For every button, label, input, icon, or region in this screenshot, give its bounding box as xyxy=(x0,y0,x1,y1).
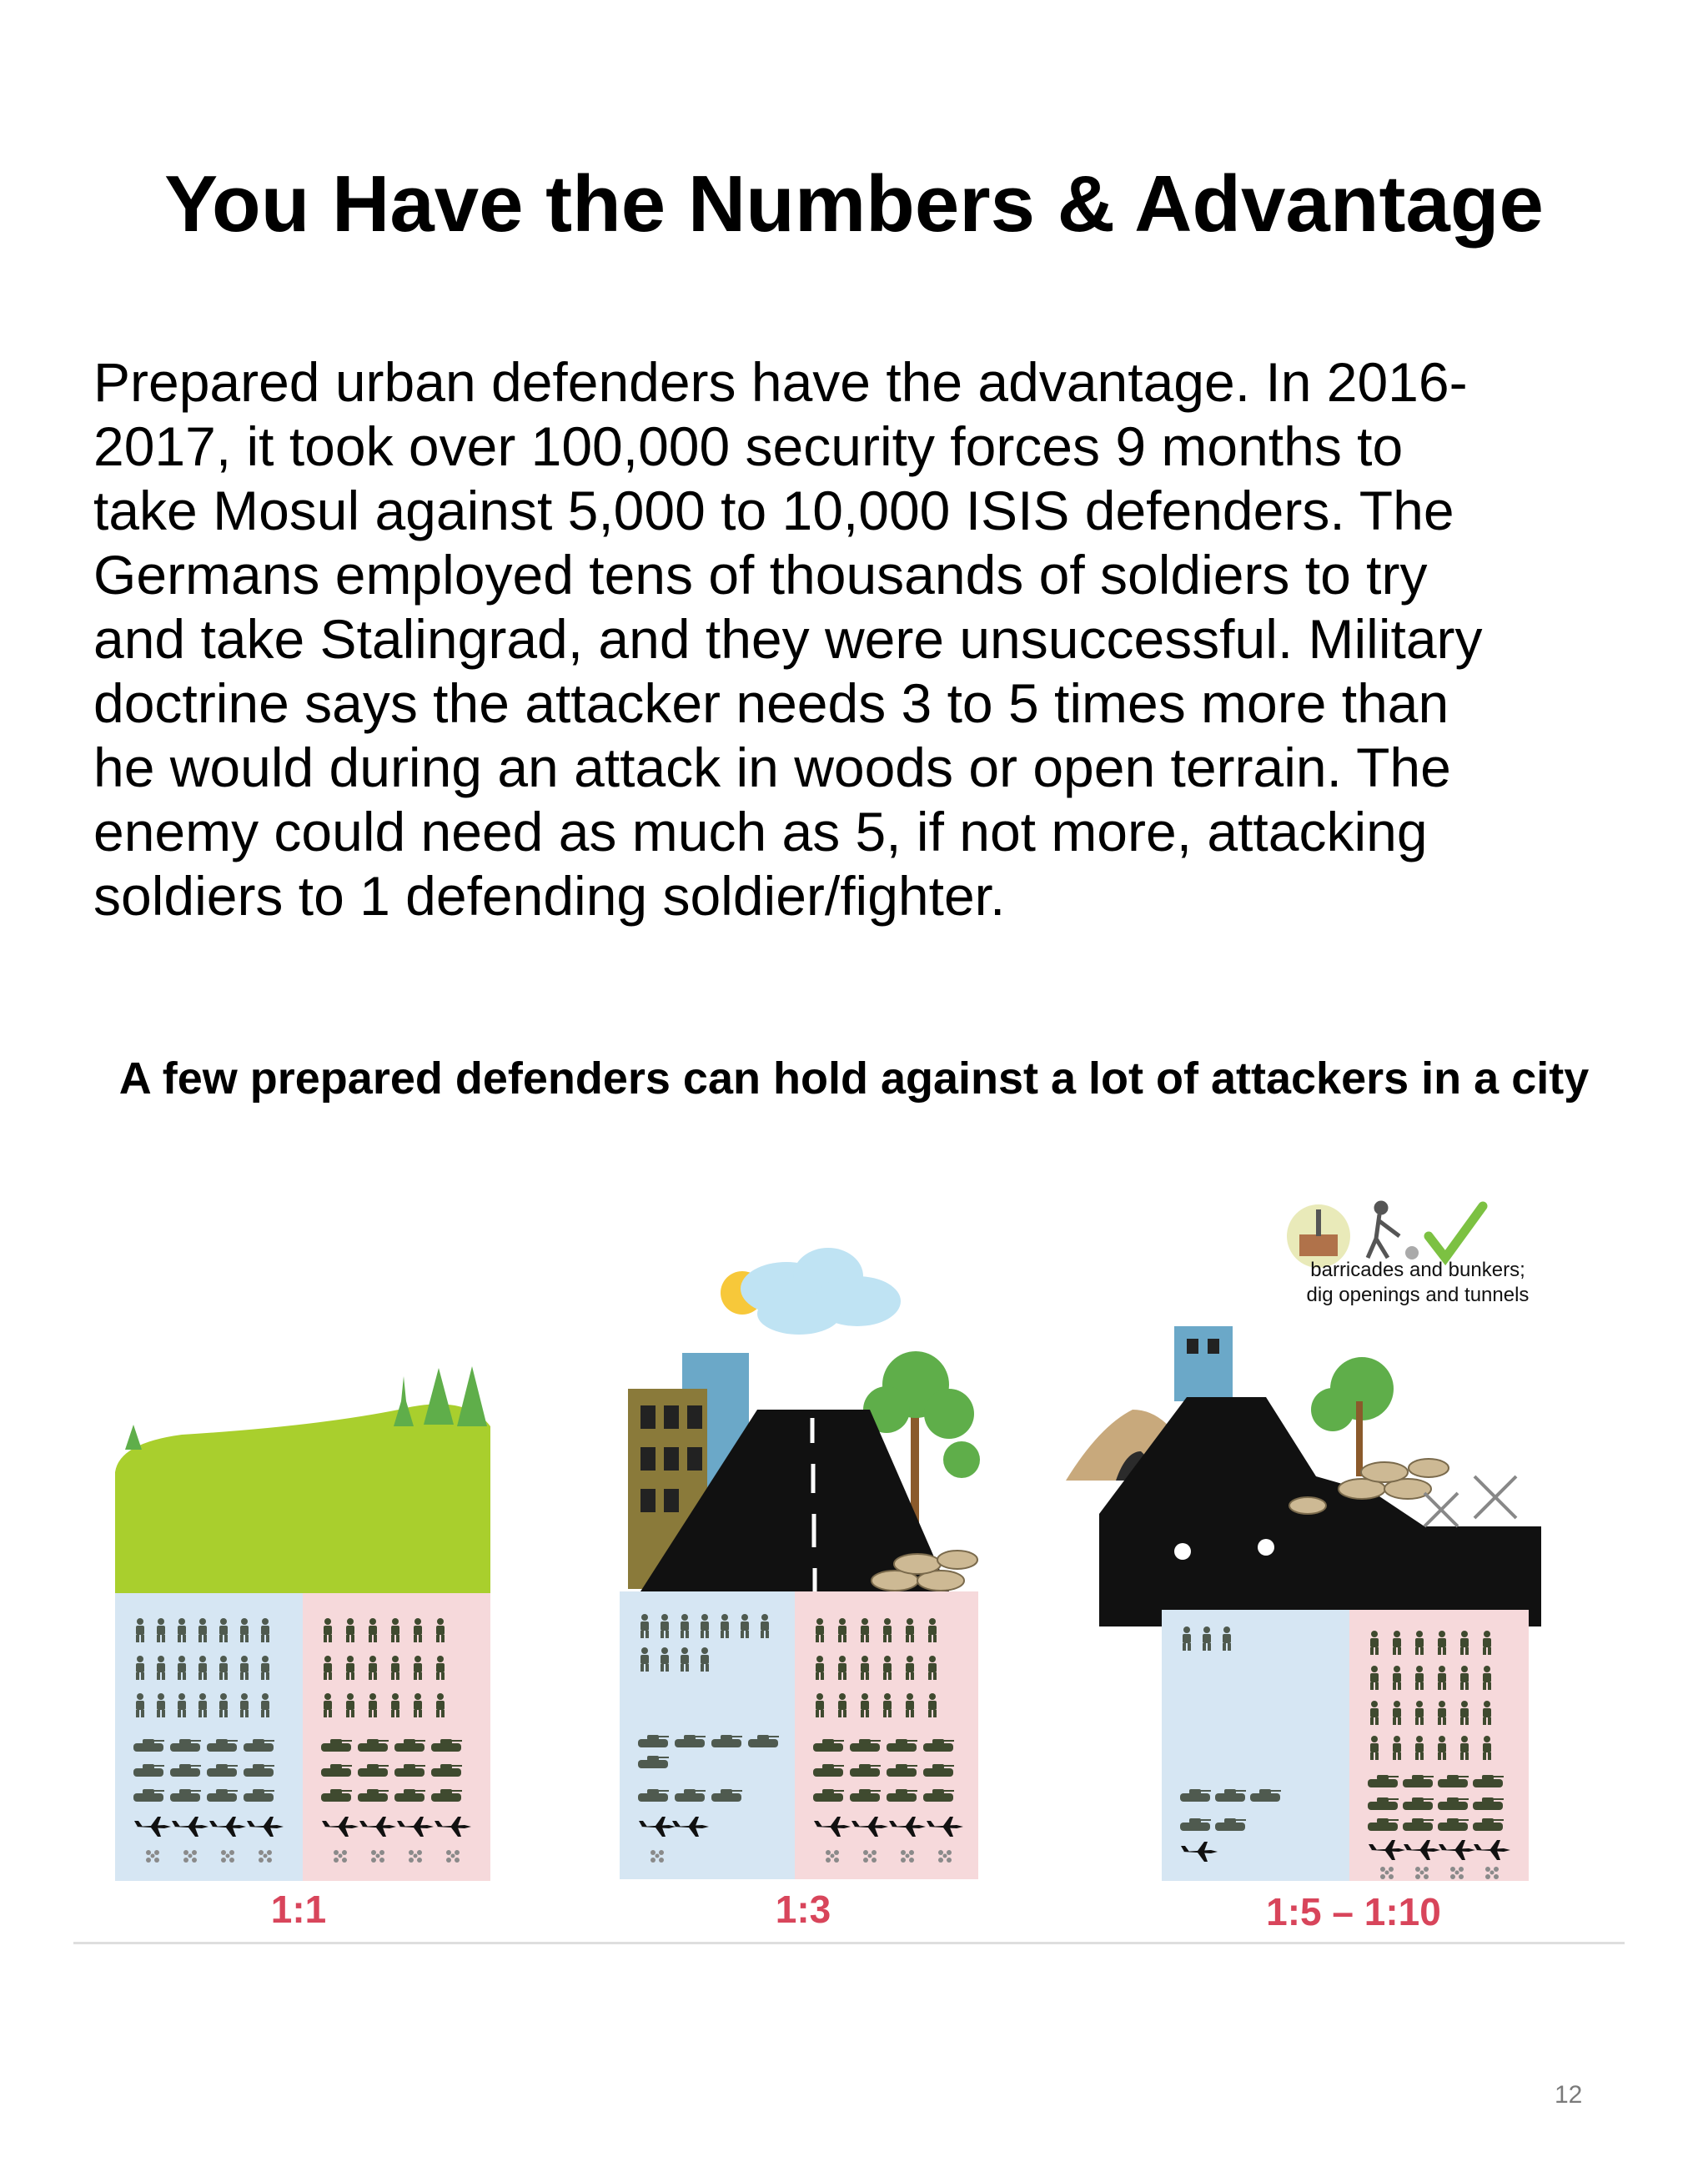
body-line: doctrine says the attacker needs 3 to 5 times more than xyxy=(93,672,1449,734)
body-line: Prepared urban defenders have the advantage. In 2016- xyxy=(93,351,1468,413)
ratio-label-3: 1:5 – 1:10 xyxy=(1266,1890,1441,1933)
body-line: Germans employed tens of thousands of soldiers to try xyxy=(93,544,1428,606)
building-icon xyxy=(1174,1326,1233,1401)
page-title: You Have the Numbers & Advantage xyxy=(164,159,1544,249)
body-line: he would during an attack in woods or open terrain. The xyxy=(93,737,1451,798)
divider xyxy=(73,1942,1625,1944)
body-line: take Mosul against 5,000 to 10,000 ISIS defenders. The xyxy=(93,480,1454,541)
panel-open-terrain xyxy=(115,1366,490,1881)
ratio-label-2: 1:3 xyxy=(775,1888,831,1931)
panel-woods xyxy=(620,1248,980,1879)
force-ratio-illustration xyxy=(73,1159,1633,1960)
worker-icon xyxy=(1368,1203,1419,1259)
body-line: 2017, it took over 100,000 security forces 9 months to xyxy=(93,415,1404,477)
body-paragraph xyxy=(93,350,1645,928)
check-icon xyxy=(1429,1206,1483,1258)
body-line: soldiers to 1 defending soldier/fighter. xyxy=(93,865,1006,927)
section-subtitle: A few prepared defenders can hold against a lot of attackers in a city xyxy=(118,1053,1590,1104)
tree-icon xyxy=(1311,1357,1394,1476)
note-line-2: dig openings and tunnels xyxy=(1306,1284,1530,1306)
note-line-1: barricades and bunkers; xyxy=(1310,1259,1525,1281)
barricade-icon xyxy=(1424,1476,1516,1526)
ratio-label-1: 1:1 xyxy=(270,1888,327,1931)
page-number: 12 xyxy=(1555,2081,1583,2109)
cloud-icon xyxy=(721,1248,901,1335)
body-line: enemy could need as much as 5, if not more, attacking xyxy=(93,801,1428,862)
body-line: and take Stalingrad, and they were unsuccessful. Military xyxy=(93,608,1483,670)
panel-urban xyxy=(1066,1203,1541,1881)
